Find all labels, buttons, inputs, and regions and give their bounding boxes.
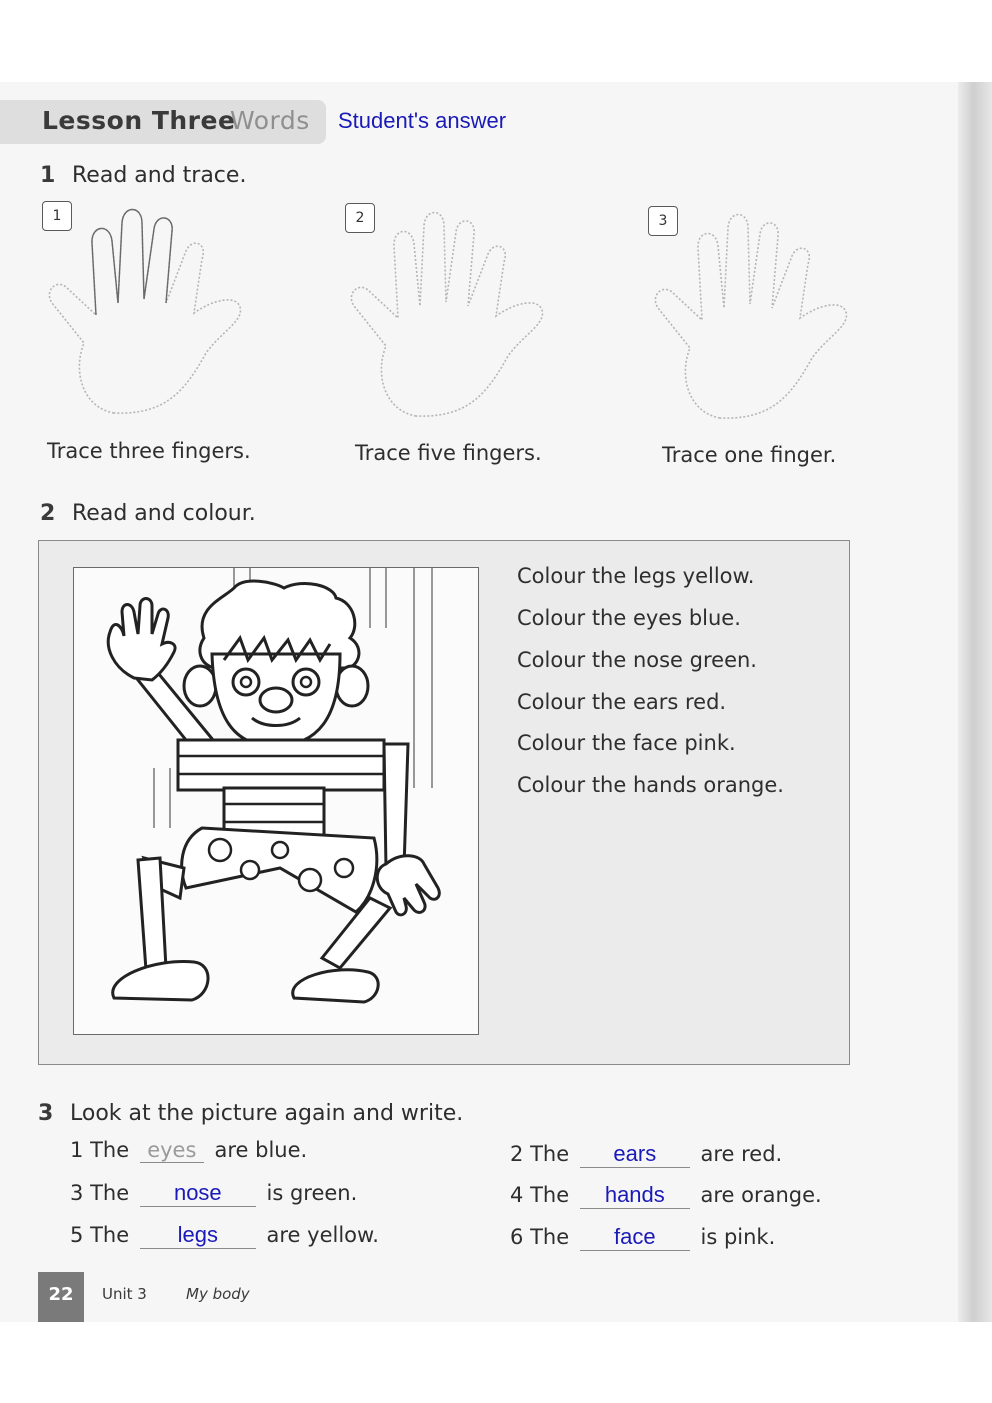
item-rest: is green. — [266, 1181, 358, 1205]
item-rest: are blue. — [214, 1138, 308, 1162]
answer-field-3[interactable]: nose — [140, 1180, 256, 1207]
hand-outline-3[interactable] — [650, 208, 860, 423]
page-spine-shadow — [958, 82, 992, 1322]
item-the: The — [90, 1138, 130, 1162]
write-item-4 — [510, 1182, 822, 1209]
trace-caption-2: Trace five fingers. — [355, 441, 542, 465]
exercise2-number: 2 — [40, 501, 56, 526]
instruction-6: Colour the hands orange. — [517, 773, 784, 797]
item-number: 3 — [70, 1181, 84, 1205]
footer-topic: My body — [186, 1285, 250, 1303]
item-the: The — [530, 1225, 570, 1249]
exercise3-title: Look at the picture again and write. — [70, 1101, 464, 1126]
hand-outline-1[interactable] — [44, 203, 254, 418]
write-item-1 — [70, 1138, 307, 1163]
trace-item-3-number: 3 — [648, 206, 678, 236]
write-item-6 — [510, 1224, 775, 1251]
trace-item-2-number: 2 — [345, 203, 375, 233]
item-number: 6 — [510, 1225, 524, 1249]
item-the: The — [530, 1183, 570, 1207]
answer-field-5[interactable]: legs — [140, 1222, 256, 1249]
instruction-4: Colour the ears red. — [517, 690, 727, 714]
instruction-2: Colour the eyes blue. — [517, 606, 741, 630]
instruction-1: Colour the legs yellow. — [517, 564, 755, 588]
trace-caption-1: Trace three fingers. — [47, 439, 251, 463]
answer-field-4[interactable]: hands — [580, 1182, 690, 1209]
exercise3-number: 3 — [38, 1101, 54, 1126]
item-number: 2 — [510, 1142, 524, 1166]
exercise1-title: Read and trace. — [72, 163, 247, 188]
student-answer-note: Student's answer — [338, 108, 507, 133]
answer-field-6[interactable]: face — [580, 1224, 690, 1251]
footer-unit: Unit 3 — [102, 1285, 147, 1303]
puppet-picture-frame[interactable] — [73, 567, 479, 1035]
exercise2-title: Read and colour. — [72, 501, 256, 526]
instruction-5: Colour the face pink. — [517, 731, 736, 755]
instruction-3: Colour the nose green. — [517, 648, 757, 672]
page-number: 22 — [38, 1272, 84, 1322]
trace-item-1-number: 1 — [42, 201, 72, 231]
item-number: 4 — [510, 1183, 524, 1207]
item-rest: are yellow. — [266, 1223, 379, 1247]
answer-field-1[interactable]: eyes — [140, 1138, 204, 1163]
item-rest: are red. — [700, 1142, 783, 1166]
puppet-boy-illustration — [74, 568, 478, 1034]
write-item-5 — [70, 1222, 379, 1249]
item-the: The — [530, 1142, 570, 1166]
trace-caption-3: Trace one finger. — [662, 443, 837, 467]
answer-field-2[interactable]: ears — [580, 1141, 690, 1168]
write-item-3 — [70, 1180, 357, 1207]
item-number: 1 — [70, 1138, 84, 1162]
item-the: The — [90, 1223, 130, 1247]
item-number: 5 — [70, 1223, 84, 1247]
item-the: The — [90, 1181, 130, 1205]
item-rest: is pink. — [700, 1225, 776, 1249]
write-item-2 — [510, 1141, 782, 1168]
hand-outline-2[interactable] — [346, 206, 556, 421]
lesson-section-label: Words — [230, 106, 310, 135]
item-rest: are orange. — [700, 1183, 822, 1207]
lesson-title: Lesson Three — [42, 106, 236, 135]
exercise1-number: 1 — [40, 163, 56, 188]
